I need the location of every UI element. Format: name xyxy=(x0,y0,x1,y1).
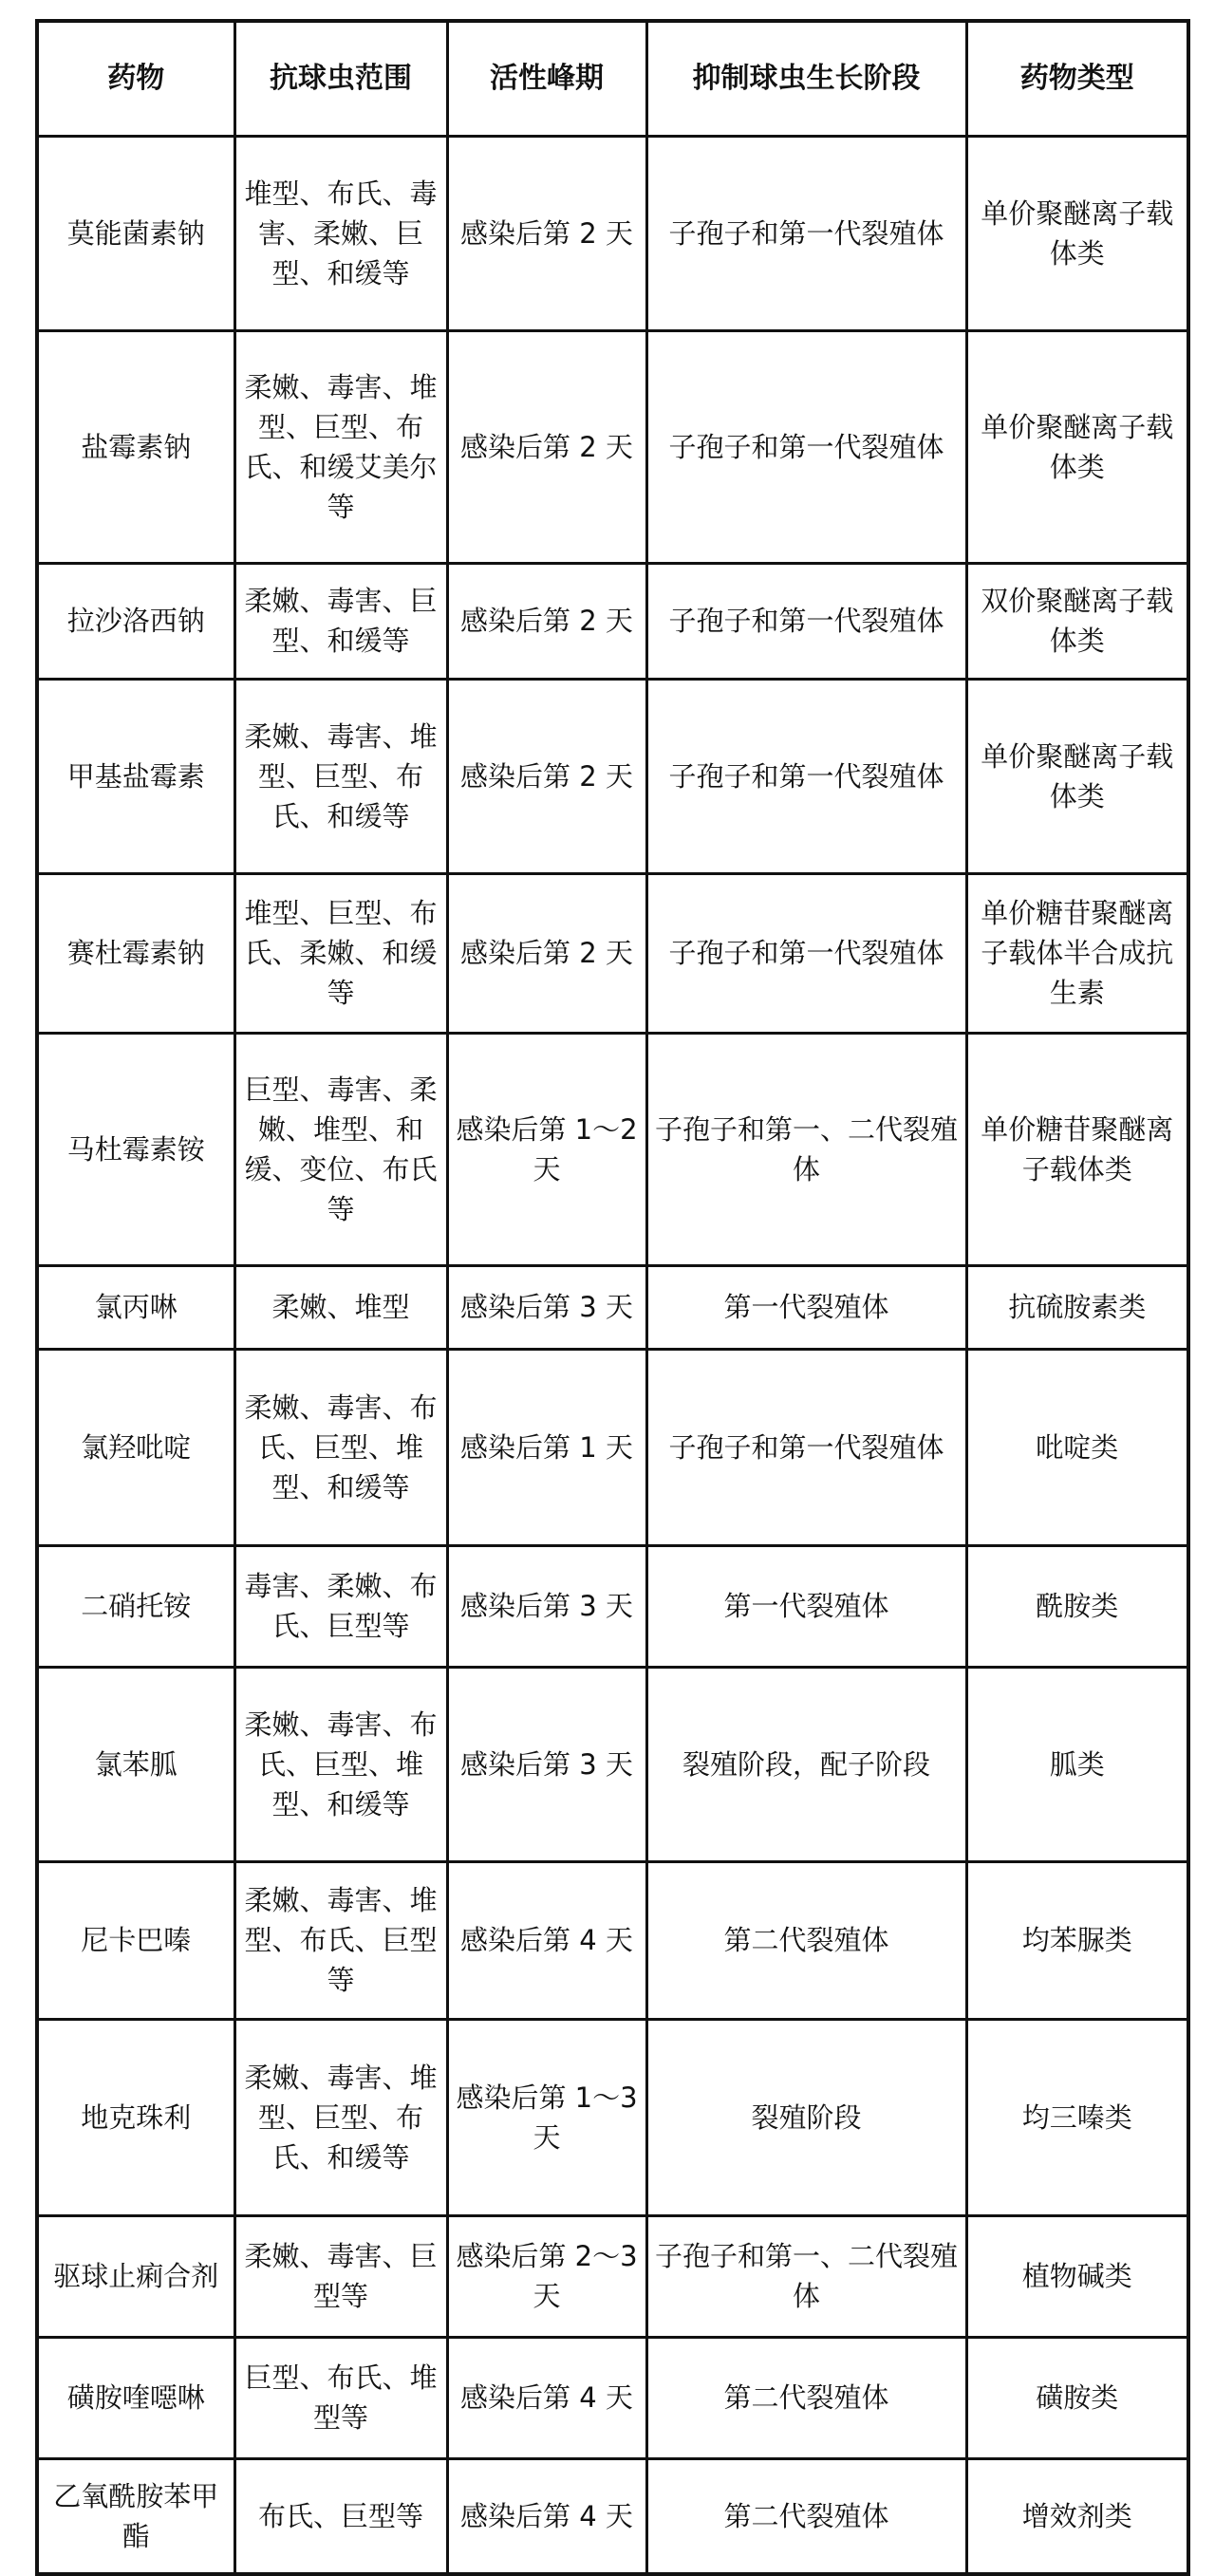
cell-drug: 磺胺喹噁啉 xyxy=(37,2337,234,2458)
cell-stage: 子孢子和第一代裂殖体 xyxy=(646,873,966,1033)
cell-range: 柔嫩、毒害、巨型等 xyxy=(234,2215,447,2337)
table-row xyxy=(37,2019,1188,2215)
cell-drug: 二硝托铵 xyxy=(37,1545,234,1667)
table-row xyxy=(37,1861,1188,2019)
cell-stage: 子孢子和第一、二代裂殖体 xyxy=(646,2215,966,2337)
cell-stage: 子孢子和第一代裂殖体 xyxy=(646,136,966,330)
cell-stage: 裂殖阶段，配子阶段 xyxy=(646,1667,966,1861)
cell-drug: 乙氧酰胺苯甲酯 xyxy=(37,2458,234,2574)
cell-range: 柔嫩、毒害、布氏、巨型、堆型、和缓等 xyxy=(234,1667,447,1861)
header-peak: 活性峰期 xyxy=(447,21,646,136)
cell-drug: 拉沙洛西钠 xyxy=(37,563,234,679)
cell-drug: 甲基盐霉素 xyxy=(37,679,234,873)
cell-type: 增效剂类 xyxy=(966,2458,1188,2574)
cell-stage: 裂殖阶段 xyxy=(646,2019,966,2215)
cell-stage: 子孢子和第一代裂殖体 xyxy=(646,330,966,563)
cell-drug: 氯羟吡啶 xyxy=(37,1349,234,1545)
cell-drug: 赛杜霉素钠 xyxy=(37,873,234,1033)
header-range: 抗球虫范围 xyxy=(234,21,447,136)
table-row xyxy=(37,563,1188,679)
cell-peak: 感染后第 2 天 xyxy=(447,136,646,330)
cell-type: 吡啶类 xyxy=(966,1349,1188,1545)
cell-range: 毒害、柔嫩、布氏、巨型等 xyxy=(234,1545,447,1667)
cell-drug: 盐霉素钠 xyxy=(37,330,234,563)
cell-range: 柔嫩、堆型 xyxy=(234,1265,447,1349)
cell-drug: 地克珠利 xyxy=(37,2019,234,2215)
table-header-row xyxy=(37,21,1188,136)
cell-drug: 莫能菌素钠 xyxy=(37,136,234,330)
cell-peak: 感染后第 4 天 xyxy=(447,2337,646,2458)
table-row xyxy=(37,873,1188,1033)
cell-range: 柔嫩、毒害、堆型、巨型、布氏、和缓等 xyxy=(234,2019,447,2215)
cell-type: 单价聚醚离子载体类 xyxy=(966,679,1188,873)
cell-type: 单价聚醚离子载体类 xyxy=(966,330,1188,563)
table-row xyxy=(37,1349,1188,1545)
cell-peak: 感染后第 2 天 xyxy=(447,330,646,563)
cell-type: 植物碱类 xyxy=(966,2215,1188,2337)
cell-peak: 感染后第 3 天 xyxy=(447,1545,646,1667)
cell-stage: 第二代裂殖体 xyxy=(646,2458,966,2574)
cell-drug: 驱球止痢合剂 xyxy=(37,2215,234,2337)
cell-peak: 感染后第 1 天 xyxy=(447,1349,646,1545)
cell-peak: 感染后第 2 天 xyxy=(447,679,646,873)
cell-type: 酰胺类 xyxy=(966,1545,1188,1667)
cell-stage: 第一代裂殖体 xyxy=(646,1265,966,1349)
table-row xyxy=(37,2215,1188,2337)
cell-peak: 感染后第 1～3 天 xyxy=(447,2019,646,2215)
cell-stage: 子孢子和第一、二代裂殖体 xyxy=(646,1033,966,1265)
cell-peak: 感染后第 1～2 天 xyxy=(447,1033,646,1265)
cell-peak: 感染后第 3 天 xyxy=(447,1667,646,1861)
cell-type: 单价糖苷聚醚离子载体类 xyxy=(966,1033,1188,1265)
cell-range: 巨型、布氏、堆型等 xyxy=(234,2337,447,2458)
cell-stage: 第二代裂殖体 xyxy=(646,2337,966,2458)
cell-range: 柔嫩、毒害、堆型、巨型、布氏、和缓艾美尔等 xyxy=(234,330,447,563)
cell-range: 柔嫩、毒害、堆型、巨型、布氏、和缓等 xyxy=(234,679,447,873)
cell-range: 柔嫩、毒害、堆型、布氏、巨型等 xyxy=(234,1861,447,2019)
cell-stage: 第一代裂殖体 xyxy=(646,1545,966,1667)
table-row xyxy=(37,136,1188,330)
cell-type: 单价糖苷聚醚离子载体半合成抗生素 xyxy=(966,873,1188,1033)
cell-range: 柔嫩、毒害、巨型、和缓等 xyxy=(234,563,447,679)
cell-type: 胍类 xyxy=(966,1667,1188,1861)
cell-peak: 感染后第 2 天 xyxy=(447,873,646,1033)
cell-type: 抗硫胺素类 xyxy=(966,1265,1188,1349)
table-row xyxy=(37,1265,1188,1349)
cell-range: 布氏、巨型等 xyxy=(234,2458,447,2574)
cell-drug: 氯苯胍 xyxy=(37,1667,234,1861)
cell-type: 均三嗪类 xyxy=(966,2019,1188,2215)
cell-peak: 感染后第 2～3 天 xyxy=(447,2215,646,2337)
cell-range: 堆型、布氏、毒害、柔嫩、巨型、和缓等 xyxy=(234,136,447,330)
table-row xyxy=(37,2337,1188,2458)
table-row xyxy=(37,2458,1188,2574)
cell-drug: 氯丙啉 xyxy=(37,1265,234,1349)
table-row xyxy=(37,330,1188,563)
cell-stage: 子孢子和第一代裂殖体 xyxy=(646,1349,966,1545)
table-row xyxy=(37,1667,1188,1861)
cell-drug: 马杜霉素铵 xyxy=(37,1033,234,1265)
table-row xyxy=(37,1545,1188,1667)
cell-type: 均苯脲类 xyxy=(966,1861,1188,2019)
cell-type: 磺胺类 xyxy=(966,2337,1188,2458)
cell-range: 巨型、毒害、柔嫩、堆型、和缓、变位、布氏等 xyxy=(234,1033,447,1265)
table-row xyxy=(37,1033,1188,1265)
cell-range: 柔嫩、毒害、布氏、巨型、堆型、和缓等 xyxy=(234,1349,447,1545)
cell-type: 单价聚醚离子载体类 xyxy=(966,136,1188,330)
cell-peak: 感染后第 3 天 xyxy=(447,1265,646,1349)
cell-range: 堆型、巨型、布氏、柔嫩、和缓等 xyxy=(234,873,447,1033)
cell-peak: 感染后第 4 天 xyxy=(447,2458,646,2574)
cell-stage: 第二代裂殖体 xyxy=(646,1861,966,2019)
header-stage: 抑制球虫生长阶段 xyxy=(646,21,966,136)
header-drug: 药物 xyxy=(37,21,234,136)
cell-stage: 子孢子和第一代裂殖体 xyxy=(646,679,966,873)
cell-type: 双价聚醚离子载体类 xyxy=(966,563,1188,679)
header-type: 药物类型 xyxy=(966,21,1188,136)
anticoccidial-drug-table xyxy=(35,19,1190,2576)
cell-peak: 感染后第 4 天 xyxy=(447,1861,646,2019)
cell-peak: 感染后第 2 天 xyxy=(447,563,646,679)
cell-stage: 子孢子和第一代裂殖体 xyxy=(646,563,966,679)
cell-drug: 尼卡巴嗪 xyxy=(37,1861,234,2019)
table-row xyxy=(37,679,1188,873)
